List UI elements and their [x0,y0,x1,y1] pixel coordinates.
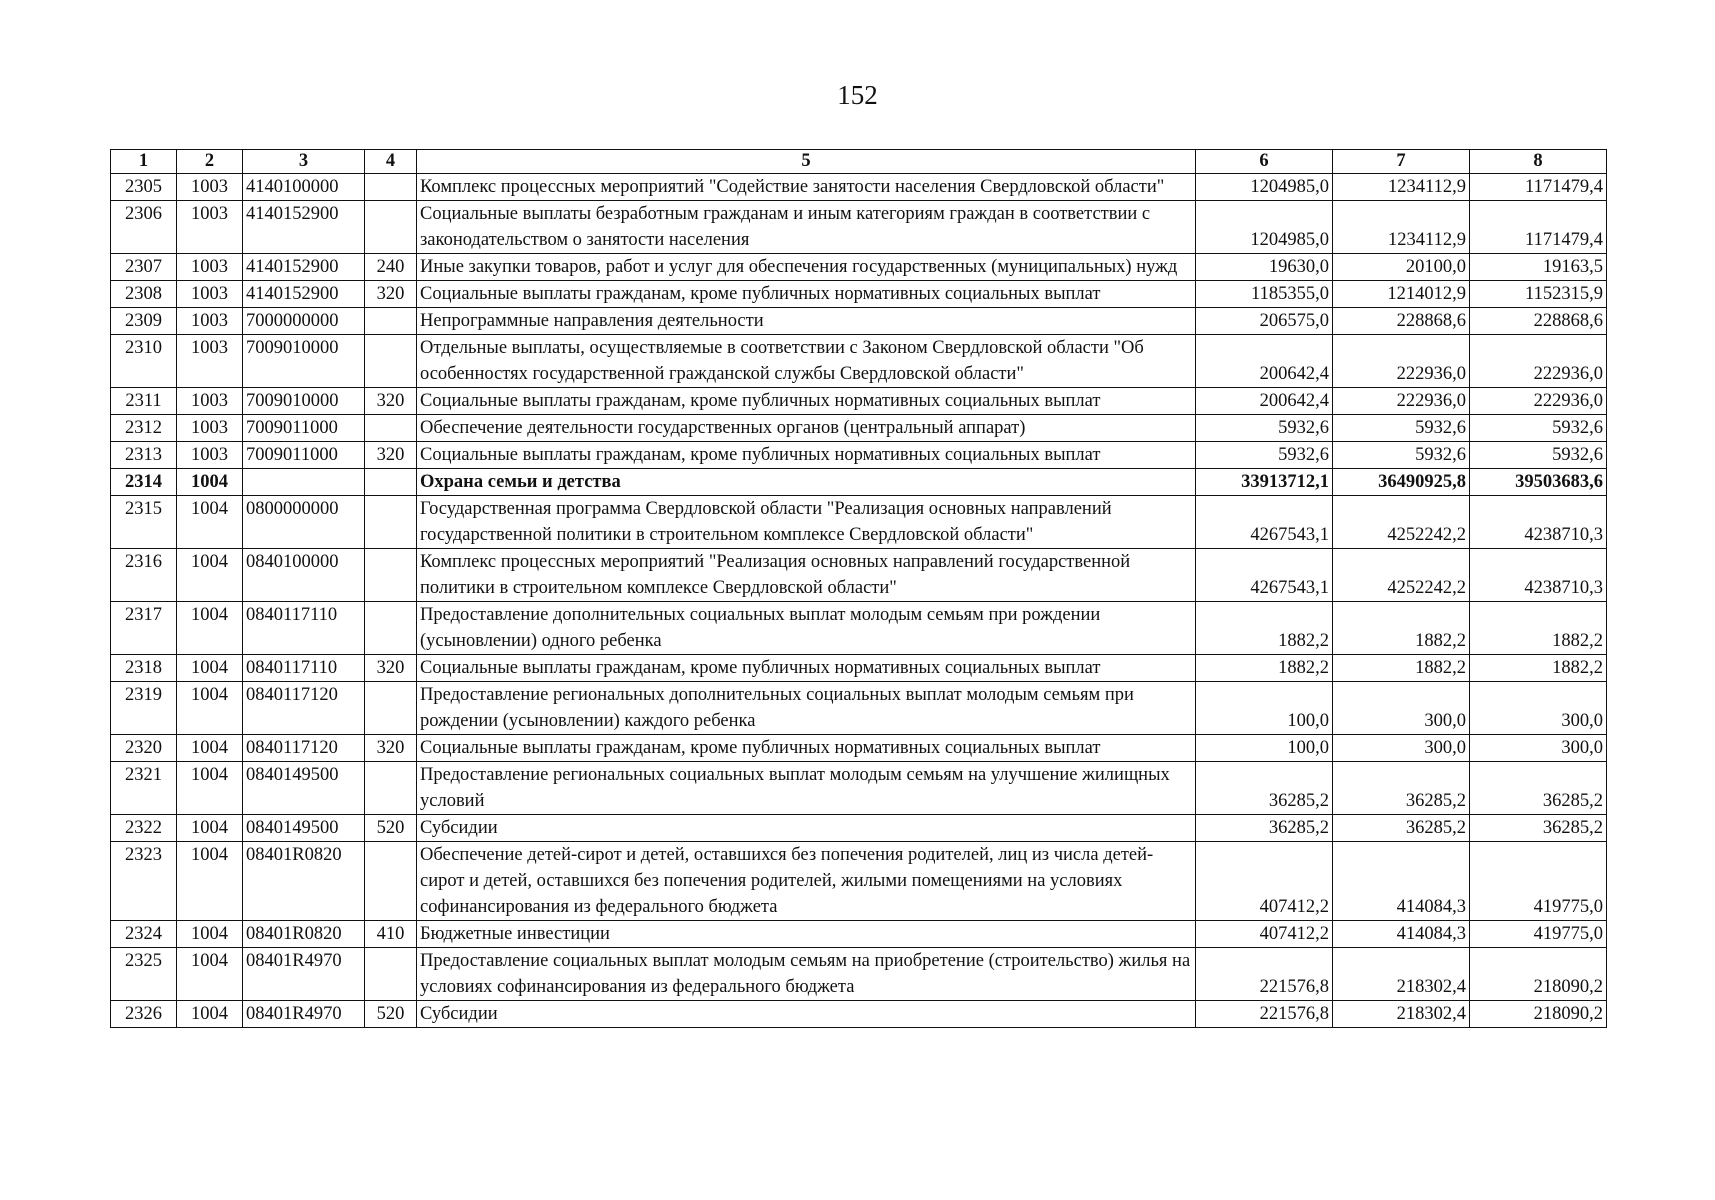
amount-col8-cell: 5932,6 [1470,415,1607,442]
row-number-cell: 2320 [111,735,177,762]
amount-col7-cell: 1214012,9 [1333,281,1470,308]
expense-type-cell: 320 [365,388,417,415]
header-cell: 6 [1196,150,1333,174]
table-row [111,281,1607,308]
row-number-cell: 2326 [111,1001,177,1028]
item-name-cell: Непрограммные направления деятельности [417,308,1196,335]
amount-col6-cell: 100,0 [1196,735,1333,762]
amount-col8-cell: 1882,2 [1470,602,1607,655]
target-code-cell: 0840117120 [243,735,365,762]
target-code-cell: 08401R4970 [243,948,365,1001]
header-row [111,150,1607,174]
row-number-cell: 2318 [111,655,177,682]
row-number-cell: 2307 [111,254,177,281]
row-number-cell: 2311 [111,388,177,415]
amount-col6-cell: 1882,2 [1196,655,1333,682]
table-row [111,735,1607,762]
target-code-cell: 7009010000 [243,335,365,388]
row-number-cell: 2305 [111,174,177,201]
table-row [111,762,1607,815]
target-code-cell: 0840149500 [243,815,365,842]
row-number-cell: 2317 [111,602,177,655]
amount-col7-cell: 300,0 [1333,682,1470,735]
section-code-cell: 1003 [177,388,243,415]
item-name-cell: Социальные выплаты гражданам, кроме публичных нормативных социальных выплат [417,442,1196,469]
amount-col6-cell: 221576,8 [1196,948,1333,1001]
amount-col8-cell: 36285,2 [1470,762,1607,815]
item-name-cell: Предоставление региональных дополнительных социальных выплат молодым семьям при рождении (усыновлении) каждого ребенка [417,682,1196,735]
expense-type-cell [365,602,417,655]
expense-type-cell: 520 [365,1001,417,1028]
item-name-cell: Комплекс процессных мероприятий "Реализация основных направлений государственной политики в строительном комплексе Свердловской области" [417,549,1196,602]
amount-col8-cell: 218090,2 [1470,1001,1607,1028]
expense-type-cell [365,415,417,442]
row-number-cell: 2315 [111,496,177,549]
section-code-cell: 1004 [177,921,243,948]
row-number-cell: 2314 [111,469,177,496]
table-row [111,815,1607,842]
expense-type-cell: 240 [365,254,417,281]
amount-col7-cell: 5932,6 [1333,415,1470,442]
section-code-cell: 1004 [177,655,243,682]
expense-type-cell: 410 [365,921,417,948]
target-code-cell: 4140100000 [243,174,365,201]
amount-col7-cell: 36490925,8 [1333,469,1470,496]
target-code-cell: 08401R4970 [243,1001,365,1028]
item-name-cell: Предоставление дополнительных социальных выплат молодым семьям при рождении (усыновлении) одного ребенка [417,602,1196,655]
target-code-cell: 0800000000 [243,496,365,549]
expense-type-cell: 320 [365,442,417,469]
item-name-cell: Иные закупки товаров, работ и услуг для обеспечения государственных (муниципальных) нужд [417,254,1196,281]
expense-type-cell [365,496,417,549]
item-name-cell: Социальные выплаты гражданам, кроме публичных нормативных социальных выплат [417,735,1196,762]
amount-col6-cell: 33913712,1 [1196,469,1333,496]
item-name-cell: Предоставление региональных социальных выплат молодым семьям на улучшение жилищных условий [417,762,1196,815]
section-code-cell: 1003 [177,281,243,308]
amount-col8-cell: 4238710,3 [1470,549,1607,602]
amount-col8-cell: 1152315,9 [1470,281,1607,308]
amount-col6-cell: 206575,0 [1196,308,1333,335]
header-cell: 2 [177,150,243,174]
row-number-cell: 2316 [111,549,177,602]
item-name-cell: Предоставление социальных выплат молодым семьям на приобретение (строительство) жилья на условиях софинансирования из федерального бюджета [417,948,1196,1001]
amount-col7-cell: 4252242,2 [1333,549,1470,602]
header-cell: 4 [365,150,417,174]
amount-col8-cell: 19163,5 [1470,254,1607,281]
expense-type-cell [365,842,417,921]
table-row [111,496,1607,549]
row-number-cell: 2308 [111,281,177,308]
amount-col6-cell: 5932,6 [1196,442,1333,469]
target-code-cell: 0840100000 [243,549,365,602]
amount-col8-cell: 222936,0 [1470,388,1607,415]
amount-col6-cell: 1204985,0 [1196,201,1333,254]
expense-type-cell [365,308,417,335]
amount-col8-cell: 5932,6 [1470,442,1607,469]
header-cell: 3 [243,150,365,174]
table-row [111,948,1607,1001]
amount-col7-cell: 228868,6 [1333,308,1470,335]
table-row [111,602,1607,655]
row-number-cell: 2322 [111,815,177,842]
section-code-cell: 1003 [177,174,243,201]
section-code-cell: 1004 [177,682,243,735]
item-name-cell: Государственная программа Свердловской области "Реализация основных направлений государственной политики в строительном комплексе Свердловской области" [417,496,1196,549]
target-code-cell: 7000000000 [243,308,365,335]
amount-col8-cell: 4238710,3 [1470,496,1607,549]
section-code-cell: 1004 [177,948,243,1001]
amount-col8-cell: 222936,0 [1470,335,1607,388]
row-number-cell: 2310 [111,335,177,388]
target-code-cell: 7009011000 [243,442,365,469]
item-name-cell: Бюджетные инвестиции [417,921,1196,948]
row-number-cell: 2313 [111,442,177,469]
table-row [111,442,1607,469]
section-code-cell: 1003 [177,442,243,469]
row-number-cell: 2324 [111,921,177,948]
expense-type-cell [365,201,417,254]
item-name-cell: Субсидии [417,815,1196,842]
amount-col7-cell: 36285,2 [1333,762,1470,815]
target-code-cell: 08401R0820 [243,921,365,948]
amount-col7-cell: 222936,0 [1333,335,1470,388]
section-code-cell: 1003 [177,335,243,388]
target-code-cell: 4140152900 [243,281,365,308]
amount-col8-cell: 419775,0 [1470,921,1607,948]
amount-col7-cell: 414084,3 [1333,921,1470,948]
section-code-cell: 1003 [177,415,243,442]
table-row [111,201,1607,254]
header-cell: 8 [1470,150,1607,174]
section-code-cell: 1003 [177,308,243,335]
budget-table [110,149,1607,1028]
section-code-cell: 1004 [177,735,243,762]
amount-col8-cell: 1882,2 [1470,655,1607,682]
expense-type-cell: 320 [365,655,417,682]
amount-col7-cell: 414084,3 [1333,842,1470,921]
item-name-cell: Обеспечение детей-сирот и детей, оставшихся без попечения родителей, лиц из числа детей-сирот и детей, оставшихся без попечения родителей, жилыми помещениями на условиях софинансирования из федерального бюджета [417,842,1196,921]
table-row [111,254,1607,281]
item-name-cell: Отдельные выплаты, осуществляемые в соответствии с Законом Свердловской области "Об особенностях государственной гражданской службы Свердловской области" [417,335,1196,388]
amount-col8-cell: 1171479,4 [1470,201,1607,254]
amount-col8-cell: 228868,6 [1470,308,1607,335]
row-number-cell: 2309 [111,308,177,335]
item-name-cell: Охрана семьи и детства [417,469,1196,496]
amount-col7-cell: 1882,2 [1333,655,1470,682]
item-name-cell: Субсидии [417,1001,1196,1028]
amount-col7-cell: 20100,0 [1333,254,1470,281]
row-number-cell: 2321 [111,762,177,815]
item-name-cell: Социальные выплаты безработным гражданам и иным категориям граждан в соответствии с законодательством о занятости населения [417,201,1196,254]
row-number-cell: 2306 [111,201,177,254]
section-code-cell: 1004 [177,762,243,815]
amount-col7-cell: 1882,2 [1333,602,1470,655]
amount-col6-cell: 4267543,1 [1196,549,1333,602]
amount-col8-cell: 1171479,4 [1470,174,1607,201]
target-code-cell: 0840117110 [243,602,365,655]
expense-type-cell [365,762,417,815]
item-name-cell: Комплекс процессных мероприятий "Содействие занятости населения Свердловской области" [417,174,1196,201]
expense-type-cell [365,469,417,496]
amount-col7-cell: 222936,0 [1333,388,1470,415]
amount-col8-cell: 218090,2 [1470,948,1607,1001]
target-code-cell [243,469,365,496]
amount-col6-cell: 36285,2 [1196,762,1333,815]
page-number: 152 [837,80,878,110]
section-code-cell: 1004 [177,842,243,921]
section-code-cell: 1004 [177,469,243,496]
table-row [111,842,1607,921]
amount-col6-cell: 407412,2 [1196,921,1333,948]
expense-type-cell [365,174,417,201]
amount-col8-cell: 39503683,6 [1470,469,1607,496]
table-row [111,655,1607,682]
amount-col7-cell: 5932,6 [1333,442,1470,469]
target-code-cell: 7009011000 [243,415,365,442]
table-row [111,549,1607,602]
amount-col7-cell: 36285,2 [1333,815,1470,842]
expense-type-cell: 320 [365,281,417,308]
table-row [111,335,1607,388]
section-code-cell: 1003 [177,254,243,281]
amount-col6-cell: 200642,4 [1196,388,1333,415]
amount-col6-cell: 100,0 [1196,682,1333,735]
section-code-cell: 1004 [177,815,243,842]
amount-col7-cell: 218302,4 [1333,948,1470,1001]
row-number-cell: 2325 [111,948,177,1001]
section-code-cell: 1004 [177,1001,243,1028]
target-code-cell: 4140152900 [243,254,365,281]
expense-type-cell [365,682,417,735]
table-row [111,469,1607,496]
amount-col8-cell: 300,0 [1470,682,1607,735]
header-cell: 7 [1333,150,1470,174]
expense-type-cell [365,335,417,388]
expense-type-cell: 320 [365,735,417,762]
header-cell: 5 [417,150,1196,174]
amount-col6-cell: 1882,2 [1196,602,1333,655]
target-code-cell: 0840117110 [243,655,365,682]
amount-col8-cell: 419775,0 [1470,842,1607,921]
amount-col6-cell: 200642,4 [1196,335,1333,388]
row-number-cell: 2319 [111,682,177,735]
target-code-cell: 4140152900 [243,201,365,254]
target-code-cell: 0840117120 [243,682,365,735]
item-name-cell: Социальные выплаты гражданам, кроме публичных нормативных социальных выплат [417,281,1196,308]
amount-col6-cell: 1185355,0 [1196,281,1333,308]
item-name-cell: Социальные выплаты гражданам, кроме публичных нормативных социальных выплат [417,388,1196,415]
table-row [111,1001,1607,1028]
expense-type-cell: 520 [365,815,417,842]
amount-col6-cell: 19630,0 [1196,254,1333,281]
expense-type-cell [365,948,417,1001]
amount-col8-cell: 36285,2 [1470,815,1607,842]
amount-col7-cell: 4252242,2 [1333,496,1470,549]
item-name-cell: Обеспечение деятельности государственных органов (центральный аппарат) [417,415,1196,442]
amount-col6-cell: 4267543,1 [1196,496,1333,549]
target-code-cell: 08401R0820 [243,842,365,921]
expense-type-cell [365,549,417,602]
row-number-cell: 2312 [111,415,177,442]
amount-col6-cell: 1204985,0 [1196,174,1333,201]
section-code-cell: 1003 [177,201,243,254]
section-code-cell: 1004 [177,496,243,549]
table-row [111,308,1607,335]
table-row [111,388,1607,415]
amount-col7-cell: 1234112,9 [1333,174,1470,201]
item-name-cell: Социальные выплаты гражданам, кроме публичных нормативных социальных выплат [417,655,1196,682]
amount-col6-cell: 5932,6 [1196,415,1333,442]
table-row [111,921,1607,948]
amount-col6-cell: 407412,2 [1196,842,1333,921]
amount-col7-cell: 300,0 [1333,735,1470,762]
amount-col6-cell: 221576,8 [1196,1001,1333,1028]
row-number-cell: 2323 [111,842,177,921]
table-body [111,174,1607,1028]
target-code-cell: 7009010000 [243,388,365,415]
table-row [111,682,1607,735]
section-code-cell: 1004 [177,549,243,602]
header-cell: 1 [111,150,177,174]
amount-col7-cell: 218302,4 [1333,1001,1470,1028]
table-row [111,174,1607,201]
table-row [111,415,1607,442]
section-code-cell: 1004 [177,602,243,655]
amount-col6-cell: 36285,2 [1196,815,1333,842]
target-code-cell: 0840149500 [243,762,365,815]
amount-col7-cell: 1234112,9 [1333,201,1470,254]
amount-col8-cell: 300,0 [1470,735,1607,762]
